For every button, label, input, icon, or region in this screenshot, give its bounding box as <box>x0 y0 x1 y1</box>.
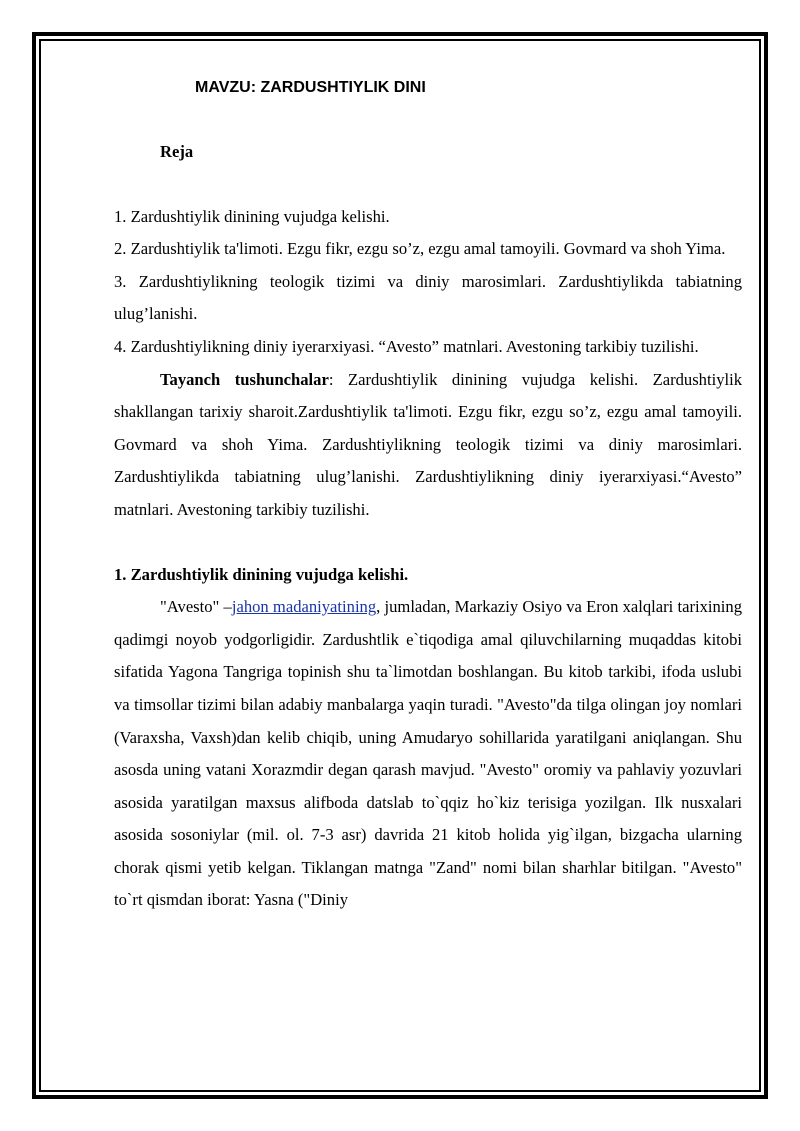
madaniyat-link[interactable]: jahon madaniyatining <box>231 597 377 617</box>
keywords-label: Tayanch tushunchalar <box>160 369 329 389</box>
plan-heading: Reja <box>160 142 194 161</box>
page-title <box>195 72 742 104</box>
plan-item: 2. Zardushtiylik ta'limoti. Ezgu fikr, ezgu so’z, ezgu amal tamoyili. Govmard va shoh Yima. <box>114 239 726 259</box>
plan-list <box>114 201 742 364</box>
paragraph-text: , jumladan, Markaziy Osiyo va Eron xalqlari tarixining qadimgi noyob yodgorligidir. Zardushtlik e`tiqodiga amal qiluvchilarning muqaddas kitobi sifatida Yagona Tangriga topinish shu ta`limotdan boshlangan. Bu kitob tarkibi, ifoda uslubi va timsollar tizimi bilan adabiy manbalarga yaqin turadi. "Avesto"da tilga olingan joy nomlari (Varaxsha, Vaxsh)dan kelib chiqib, uning Amudaryo sohillarida yaratilgani aniqlangan. Shu asosda uning vatani Xorazmdir degan qarash mavjud. "Avesto" oromiy va pahlaviy yozuvlari asosida yaratilgan maxsus alifboda datslab to`qqiz ho`kiz terisiga yozilgan. Ilk nusxalari asosida sosoniylar (mil. ol. 7-3 asr) davrida 21 kitob holida yig`ilgan, bizgacha ularning chorak qismi yetib kelgan. Tiklangan matnga "Zand" nomi bilan sharhlar bitilgan. "Avesto" to`rt qismdan iborat: Yasna ("Diniy <box>114 597 742 910</box>
section-heading: 1. Zardushtiylik dinining vujudga kelishi. <box>114 564 409 584</box>
title-prefix: MAVZU <box>195 79 251 96</box>
document-body <box>114 72 742 917</box>
keywords-paragraph <box>114 364 742 527</box>
plan-item: 1. Zardushtiylik dinining vujudga kelishi. <box>114 206 390 226</box>
paragraph-lead: "Avesto" – <box>160 597 232 617</box>
plan-item: 4. Zardushtiylikning diniy iyerarxiyasi. “Avesto” matnlari. Avestoning tarkibiy tuzilishi. <box>114 336 699 356</box>
keywords-text: : Zardushtiylik dinining vujudga kelishi. Zardushtiylik shakllangan tarixiy sharoit.Zardushtiylik ta'limoti. Ezgu fikr, ezgu so’z, ezgu amal tamoyili. Govmard va shoh Yima. Zardushtiylikning teologik tizimi va diniy marosimlari. Zardushtiylikda tabiatning ulug’lanishi. Zardushtiylikning diniy iyerarxiyasi.“Avesto” matnlari. Avestoning tarkibiy tuzilishi. <box>114 369 743 519</box>
title-rest: : ZARDUSHTIYLIK DINI <box>250 79 426 96</box>
section-paragraph <box>114 591 742 917</box>
plan-item: 3. Zardushtiylikning teologik tizimi va diniy marosimlari. Zardushtiylikda tabiatning ulug’lanishi. <box>114 271 742 324</box>
